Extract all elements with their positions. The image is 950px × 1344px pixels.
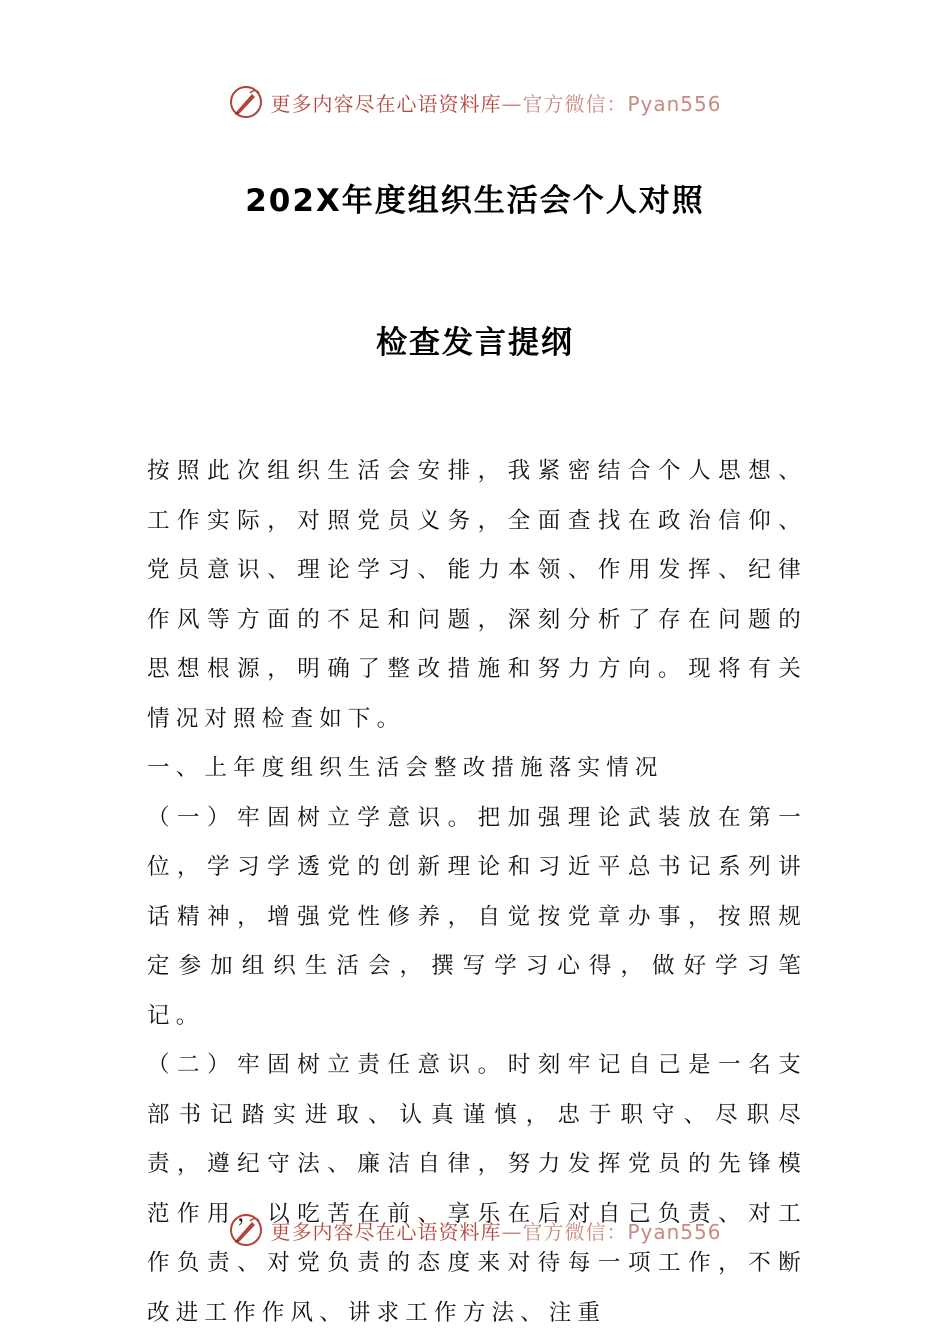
watermark-header — [0, 82, 950, 122]
pen-logo-icon — [228, 1212, 264, 1248]
watermark-text — [270, 88, 721, 117]
paragraph-item-1: （一）牢固树立学意识。把加强理论武装放在第一位，学习学透党的创新理论和习近平总书记系列讲话精神，增强党性修养，自觉按党章办事，按照规定参加组织生活会，撰写学习心得，做好学习笔记。 — [147, 804, 807, 1029]
paragraph-item-2: （二）牢固树立责任意识。时刻牢记自己是一名支部书记踏实进取、认真谨慎，忠于职守、尽职尽责，遵纪守法、廉洁自律，努力发挥党员的先锋模范作用，以吃苦在前、享乐在后对自己负责、对工作负责、对党负责的态度来对待每一项工作，不断改进工作作风、讲求工作方法、注重 — [147, 1052, 807, 1326]
document-body — [147, 447, 807, 1338]
section-heading-1: 一、上年度组织生活会整改措施落实情况 — [147, 755, 664, 781]
paragraph-intro: 按照此次组织生活会安排，我紧密结合个人思想、工作实际，对照党员义务，全面查找在政治信仰、党员意识、理论学习、能力本领、作用发挥、纪律作风等方面的不足和问题，深刻分析了存在问题的思想根源，明确了整改措施和努力方向。现将有关情况对照检查如下。 — [147, 458, 807, 732]
document-title-line2: 检查发言提纲 — [376, 325, 574, 361]
watermark-text — [270, 1216, 721, 1245]
document-title-line1: 202X年度组织生活会个人对照 — [245, 183, 705, 219]
watermark-site: 更多内容尽在心语资料库 — [270, 91, 502, 116]
pen-logo-icon — [228, 84, 264, 120]
watermark-contact: —官方微信：Pyan556 — [501, 91, 722, 116]
watermark-footer — [0, 1210, 950, 1250]
watermark-contact: —官方微信：Pyan556 — [501, 1219, 722, 1244]
watermark-site: 更多内容尽在心语资料库 — [270, 1219, 502, 1244]
